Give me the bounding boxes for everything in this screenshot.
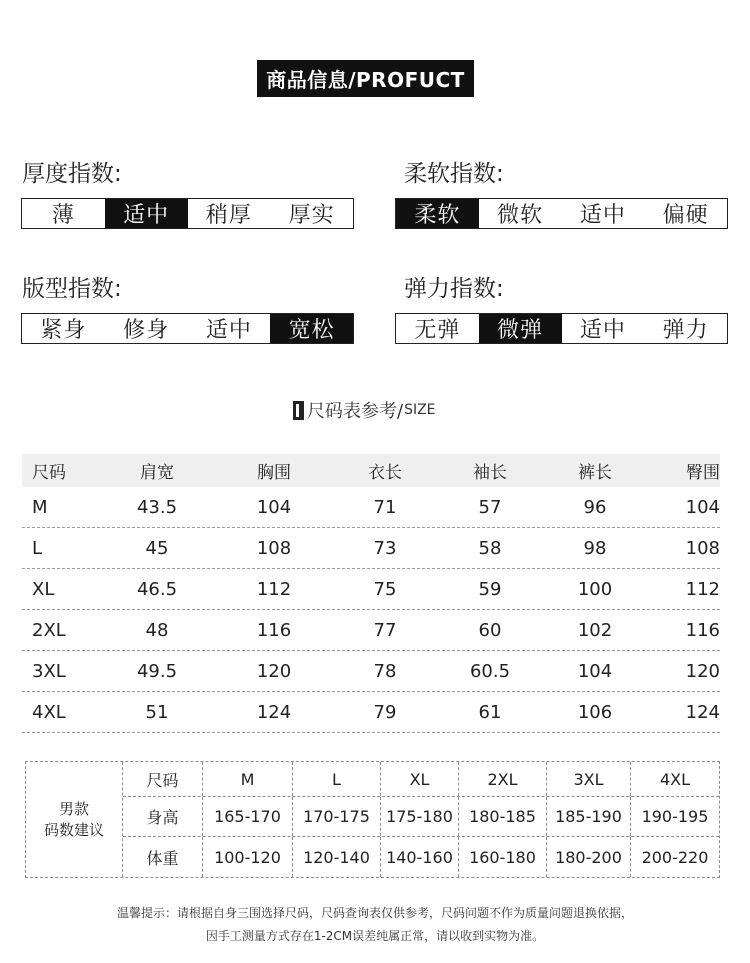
table-cell: 61: [478, 701, 502, 723]
recommendation-cell: 100-120: [203, 837, 293, 877]
softness-index-label: 柔软指数:: [404, 161, 504, 187]
softness-option-selected: 柔软: [396, 199, 479, 228]
elasticity-scale: [395, 313, 728, 344]
thickness-index-label: 厚度指数:: [22, 161, 122, 187]
table-cell: 108: [685, 537, 720, 559]
table-cell: M: [32, 496, 48, 518]
table-cell: 2XL: [32, 619, 66, 641]
table-cell: 104: [256, 496, 292, 518]
softness-option: 偏硬: [662, 203, 709, 228]
table-cell: 51: [145, 701, 169, 723]
recommendation-cell: 170-175: [293, 797, 381, 836]
size-table: [22, 454, 720, 733]
notice-line-1: 温馨提示：请根据自身三围选择尺码，尺码查询表仅供参考，尺码问题不作为质量问题退换依据，: [116, 906, 633, 920]
table-cell: 112: [256, 578, 292, 600]
recommendation-cell: 190-195: [641, 807, 709, 826]
table-cell: XL: [32, 578, 55, 600]
bar-icon: [293, 401, 304, 420]
table-cell: 59: [478, 578, 502, 600]
table-cell: 3XL: [32, 660, 66, 682]
table-cell: L: [32, 537, 43, 559]
table-row: [22, 692, 720, 733]
table-cell: 116: [256, 619, 292, 641]
table-cell: 77: [373, 619, 397, 641]
recommendation-cell: 体重: [123, 837, 203, 877]
column-header: 肩宽: [140, 463, 174, 483]
table-cell: 104: [685, 496, 720, 518]
table-cell: 49.5: [136, 660, 178, 682]
table-cell: 57: [478, 496, 502, 518]
elasticity-option: 适中: [579, 318, 626, 343]
table-cell: 112: [685, 578, 720, 600]
softness-scale: [395, 198, 728, 229]
recommendation-cell: 尺码: [123, 762, 203, 796]
recommendation-side-label: [26, 762, 123, 877]
column-header: 臀围: [686, 463, 720, 483]
thickness-option: 厚实: [288, 203, 335, 228]
thickness-option: 稍厚: [205, 203, 252, 228]
table-cell: 79: [373, 701, 397, 723]
column-header: 胸围: [257, 463, 291, 483]
recommendation-cell: M: [203, 762, 293, 796]
table-cell: 116: [685, 619, 720, 641]
size-chart-heading-text: 尺码表参考/: [307, 401, 404, 422]
size-chart-heading: [293, 396, 436, 424]
recommendation-cell: 185-190: [547, 797, 631, 836]
recommendation-cell: 175-180: [381, 797, 459, 836]
fit-option: 修身: [123, 318, 170, 343]
recommendation-cell: 120-140: [293, 837, 381, 877]
thickness-scale: [21, 198, 354, 229]
table-cell: 100: [577, 578, 613, 600]
recommendation-cell: 200-220: [641, 847, 709, 867]
thickness-option-selected: 适中: [105, 199, 188, 228]
recommendation-row: [123, 762, 719, 797]
column-header: 尺码: [32, 463, 66, 483]
size-recommendation-table: [25, 761, 720, 878]
table-row: [22, 487, 720, 528]
table-cell: 4XL: [32, 701, 66, 723]
table-cell: 106: [577, 701, 613, 723]
column-header: 裤长: [578, 463, 612, 483]
table-cell: 43.5: [136, 496, 178, 518]
table-cell: 124: [685, 701, 720, 723]
recommendation-cell: 140-160: [381, 837, 459, 877]
table-cell: 102: [577, 619, 613, 641]
fit-index-label: 版型指数:: [22, 276, 122, 302]
recommendation-row: [123, 837, 719, 877]
column-header: 衣长: [368, 463, 402, 483]
table-cell: 60.5: [469, 660, 511, 682]
table-row: [22, 651, 720, 692]
elasticity-option-selected: 微弹: [479, 314, 562, 343]
notice-line-2: 因手工测量方式存在1-2CM误差纯属正常，请以收到实物为准。: [205, 929, 545, 943]
size-table-header: [22, 454, 720, 487]
recommendation-cell: 身高: [123, 797, 203, 836]
table-cell: 104: [577, 660, 613, 682]
table-cell: 124: [256, 701, 292, 723]
table-cell: 98: [583, 537, 607, 559]
table-cell: 58: [478, 537, 502, 559]
recommendation-cell: 165-170: [203, 797, 293, 836]
recommendation-cell: 2XL: [459, 762, 547, 796]
size-chart-heading-en: SIZE: [404, 402, 436, 418]
softness-option: 适中: [579, 203, 626, 228]
recommendation-cell: 180-200: [547, 837, 631, 877]
recommendation-grid: [123, 762, 719, 877]
column-header: 袖长: [473, 463, 507, 483]
fit-option: 紧身: [40, 318, 87, 343]
elasticity-index-label: 弹力指数:: [404, 276, 504, 302]
softness-option: 微软: [497, 203, 544, 228]
recommendation-cell: 4XL: [659, 769, 691, 789]
table-cell: 73: [373, 537, 397, 559]
recommendation-cell: 180-185: [459, 797, 547, 836]
fit-scale: [21, 313, 354, 344]
page-title: 商品信息/PROFUCT: [257, 60, 474, 97]
thickness-option: 薄: [51, 203, 75, 228]
table-cell: 120: [256, 660, 292, 682]
recommendation-cell: L: [293, 762, 381, 796]
table-cell: 120: [685, 660, 720, 682]
recommendation-cell: XL: [381, 762, 459, 796]
elasticity-option: 弹力: [662, 318, 709, 343]
elasticity-option: 无弹: [414, 318, 461, 343]
table-cell: 46.5: [136, 578, 178, 600]
table-cell: 48: [145, 619, 169, 641]
table-cell: 45: [145, 537, 169, 559]
table-cell: 96: [583, 496, 607, 518]
recommendation-cell: 160-180: [459, 837, 547, 877]
table-cell: 71: [373, 496, 397, 518]
table-cell: 108: [256, 537, 292, 559]
fit-option-selected: 宽松: [270, 314, 353, 343]
table-cell: 75: [373, 578, 397, 600]
recommendation-row: [123, 797, 719, 837]
table-row: [22, 528, 720, 569]
table-cell: 78: [373, 660, 397, 682]
table-cell: 60: [478, 619, 502, 641]
fit-option: 适中: [205, 318, 252, 343]
recommendation-side-line1: 男款: [58, 799, 89, 818]
recommendation-side-line2: 码数建议: [43, 820, 104, 839]
table-row: [22, 610, 720, 651]
table-row: [22, 569, 720, 610]
recommendation-cell: 3XL: [547, 762, 631, 796]
